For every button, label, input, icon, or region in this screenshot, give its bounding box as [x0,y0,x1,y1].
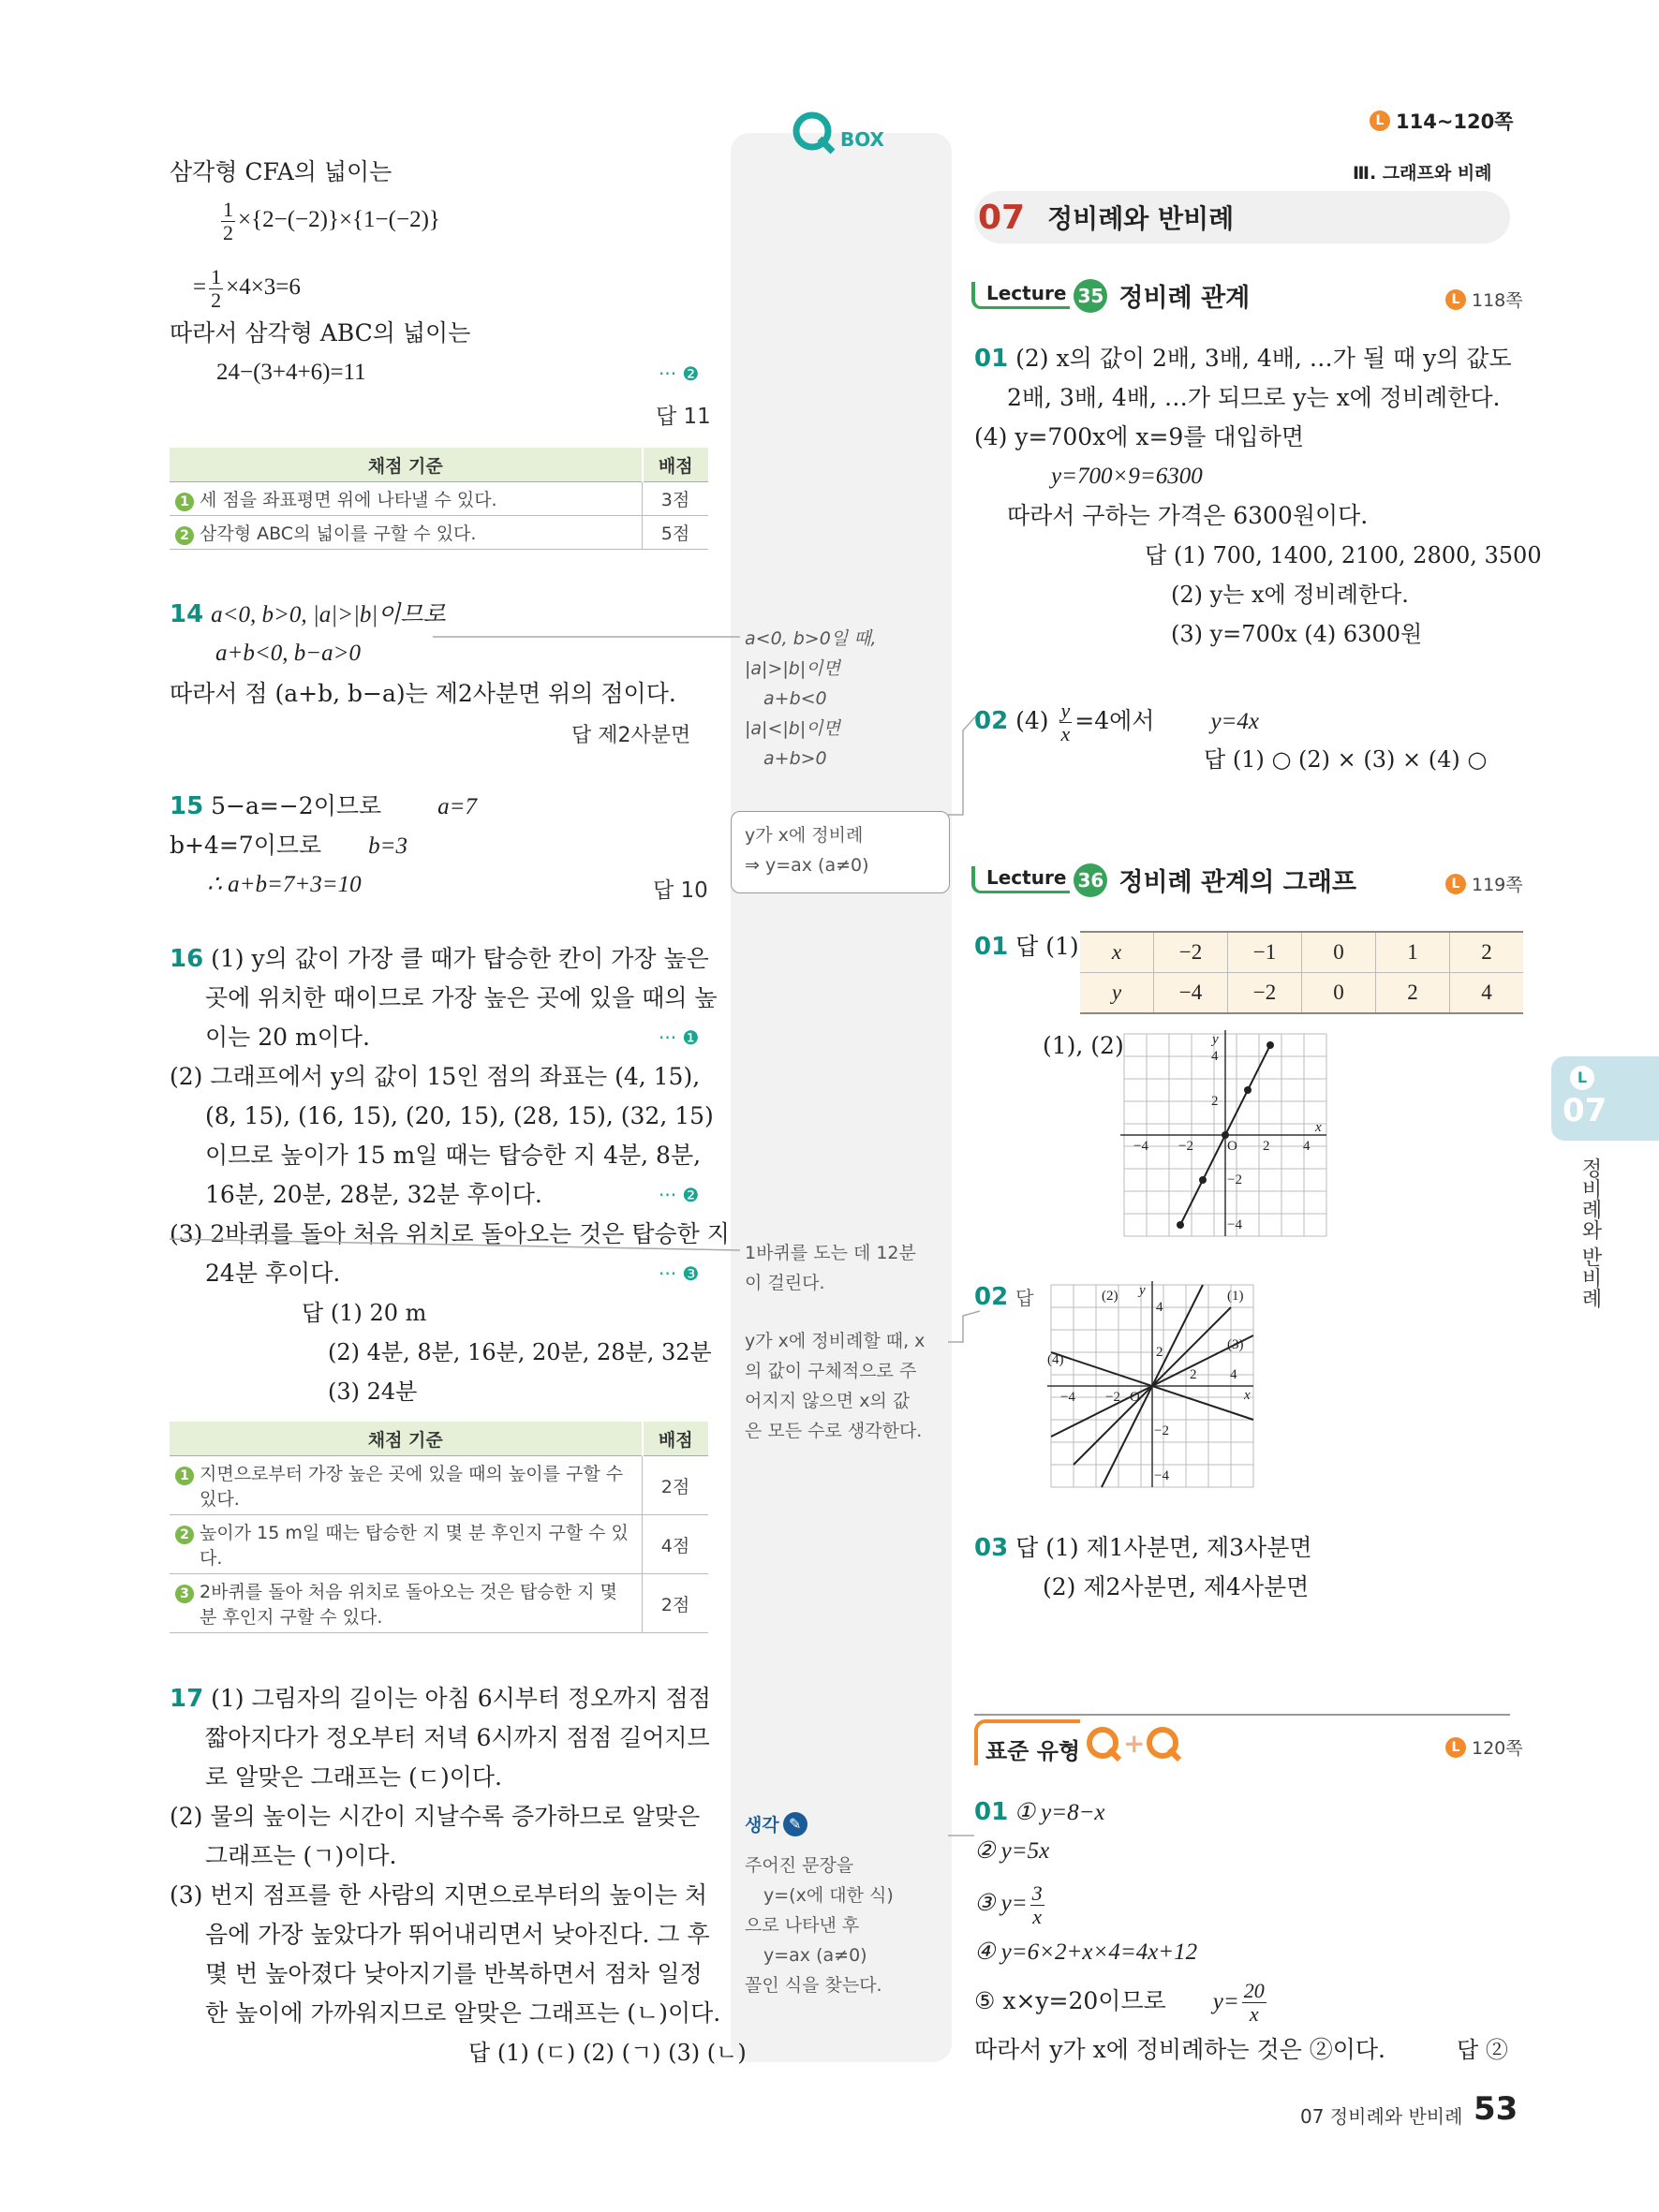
graph-y-equals-2x [1120,1030,1330,1240]
section-divider [974,1714,1510,1716]
table-row: 1 지면으로부터 가장 높은 곳에 있을 때의 높이를 구할 수 있다. 2점 [170,1456,708,1515]
p16-line7: 16분, 20분, 28분, 32분 후이다. [205,1181,542,1208]
p17-line7: 음에 가장 높았다가 뛰어내리면서 낮아진다. 그 후 [205,1921,710,1948]
svg-text:(2): (2) [1102,1289,1118,1304]
lecture-35-header: Lecture 35 정비례 관계 [971,277,1250,314]
table-row: 2 높이가 15 m일 때는 탑승한 지 몇 분 후인지 구할 수 있 다. 4점 [170,1515,708,1574]
answer: 답 10 [653,878,708,903]
table-header: 채점 기준 [170,1422,643,1456]
svg-text:−4: −4 [1227,1217,1242,1232]
step-mark: ··· ❷ [659,362,700,385]
table-row: 3 2바퀴를 돌아 처음 위치로 돌아오는 것은 탑승한 지 몇 분 후인지 구할 수 있다. 2점 [170,1574,708,1633]
lecture-badge-icon: L [1370,111,1390,131]
unit-label: Ⅲ. 그래프와 비례 [1353,163,1492,184]
svg-text:y: y [1212,1032,1219,1047]
table-header: 채점 기준 [170,448,643,482]
side-note-1: a<0, b>0일 때, |a|>|b|이면 a+b<0 |a|<|b|이면 a+b>0 [745,628,877,769]
p16-line9: 24분 후이다. [205,1260,341,1287]
r01-answer3: (3) y=700x (4) 6300원 [1171,621,1423,647]
step-mark: ··· ❷ [659,1184,700,1206]
p17-line9: 한 높이에 가까워지므로 알맞은 그래프는 (ㄴ)이다. [205,1999,721,2027]
r36-01-label: 01 답 (1) [974,933,1079,961]
s01-choice5: ⑤ x×y=20이므로 y= $\frac{20}{x}$ [974,1979,1265,2026]
p17-line2: 짧아지다가 정오부터 저녁 6시까지 점점 길어지므 [205,1724,710,1751]
p17-line3: 로 알맞은 그래프는 (ㄷ)이다. [205,1763,502,1791]
answer: 답 (1) (ㄷ) (2) (ㄱ) (3) (ㄴ) [468,2040,747,2066]
answer: 답 11 [656,405,711,429]
r01-answer2: (2) y는 x에 정비례한다. [1171,582,1409,608]
side-note-4: y가 x에 정비례할 때, x 의 값이 구체적으로 주 어지지 않으면 x의 값 은 모든 수로 생각한다. [745,1331,926,1441]
svg-text:−4: −4 [1060,1390,1075,1405]
value-table [1080,931,1523,1014]
svg-text:(4): (4) [1047,1352,1064,1367]
p16-line2: 곳에 위치한 때이므로 가장 높은 곳에 있을 때의 높 [205,984,718,1011]
lecture-badge-icon: L [1445,874,1466,894]
p13-line5: 24−(3+4+6)=11 [216,360,366,385]
svg-text:4: 4 [1303,1139,1311,1154]
standard-type-header: 표준 유형 + [974,1719,1187,1765]
r02-line1: 02 (4) $\frac{y}{x}$ =4에서 y=4x [974,699,1259,745]
q-plus-q-icon [1084,1722,1187,1763]
p13-line1: 삼각형 CFA의 넓이는 [170,158,393,185]
svg-text:2: 2 [1190,1367,1197,1382]
svg-text:(3): (3) [1227,1337,1244,1352]
p16-answer2: (2) 4분, 8분, 16분, 20분, 28분, 32분 [328,1339,712,1365]
svg-text:−4: −4 [1133,1139,1148,1154]
lecture-page: L 120쪽 [1445,1734,1523,1760]
p14-line2: a+b<0, b−a>0 [215,641,361,666]
svg-text:(1): (1) [1227,1289,1244,1304]
page-number: 53 [1474,2090,1518,2128]
r36-03-line2: (2) 제2사분면, 제4사분면 [1043,1573,1310,1600]
r36-02-label: 02 답 [974,1283,1034,1311]
svg-text:O: O [1130,1390,1140,1405]
svg-text:+: + [1123,1727,1146,1759]
svg-text:4: 4 [1211,1049,1219,1064]
svg-text:4: 4 [1156,1300,1163,1315]
step-mark: ··· ❸ [659,1262,700,1285]
lecture-page: L 119쪽 [1445,871,1523,896]
table-header: 배점 [643,1422,709,1456]
p16-answer1: 답 (1) 20 m [302,1300,427,1326]
side-note-3: 1바퀴를 도는 데 12분 이 걸린다. [745,1243,916,1293]
svg-text:−2: −2 [1105,1390,1120,1405]
r01-answer1: 답 (1) 700, 1400, 2100, 2800, 3500 [1145,542,1542,568]
bulb-icon: ✎ [783,1812,807,1836]
side-note-2: y가 x에 정비례 ⇒ y=ax (a≠0) [745,825,869,876]
p13-line3: = $\frac{1}{2}$ ×4×3=6 [193,265,301,312]
p16-line4: (2) 그래프에서 y의 값이 15인 점의 좌표는 (4, 15), [170,1063,701,1090]
p17-line1: 17 (1) 그림자의 길이는 아침 6시부터 정오까지 점점 [170,1685,711,1713]
r01-line2: 2배, 3배, 4배, …가 되므로 y는 x에 정비례한다. [1007,384,1501,411]
s01-choice3: ③ y= $\frac{3}{x}$ [974,1880,1043,1928]
p16-line1: 16 (1) y의 값이 가장 클 때가 탑승한 칸이 가장 높은 [170,945,709,973]
s01-conclusion: 따라서 y가 x에 정비례하는 것은 ②이다. [974,2036,1386,2063]
r02-answer: 답 (1) ○ (2) × (3) × (4) ○ [1204,746,1488,773]
answer: 답 제2사분면 [571,724,691,747]
p14-line3: 따라서 점 (a+b, b−a)는 제2사분면 위의 점이다. [170,680,676,707]
table-row: 1 세 점을 좌표평면 위에 나타낼 수 있다. 3점 [170,482,708,516]
r01-line4: y=700×9=6300 [1051,464,1203,489]
p16-line5: (8, 15), (16, 15), (20, 15), (28, 15), (32, 15) [205,1102,714,1129]
lecture-page: L 118쪽 [1445,287,1523,312]
p15-line1: 15 5−a=−2이므로 a=7 [170,792,478,820]
svg-text:−2: −2 [1178,1139,1193,1154]
lecture-badge-icon: L [1570,1066,1594,1090]
table-header: 배점 [643,448,709,482]
s01-choice4: ④ y=6×2+x×4=4x+12 [974,1939,1198,1965]
p16-line3: 이는 20 m이다. [205,1024,370,1051]
table-row: x −2 −1 0 1 2 [1080,932,1523,973]
graph-four-lines [1047,1281,1257,1491]
lecture-badge-icon: L [1445,289,1466,310]
svg-text:2: 2 [1211,1094,1219,1109]
svg-text:O: O [1227,1139,1237,1154]
table-row: y −4 −2 0 2 4 [1080,973,1523,1014]
footer-chapter: 07 정비례와 반비례 [1300,2105,1463,2128]
svg-text:y: y [1139,1283,1146,1298]
step-mark: ··· ❶ [659,1026,700,1049]
lecture-36-header: Lecture 36 정비례 관계의 그래프 [971,862,1356,898]
p15-line3: ∴ a+b=7+3=10 [207,872,362,897]
p14-line1: 14 a<0, b>0, |a|>|b|이므로 [170,600,446,628]
s01-choice2: ② y=5x [974,1838,1050,1864]
p13-line2: $\frac{1}{2}$ ×{2−(−2)}×{1−(−2)} [223,198,440,244]
r36-03-line1: 03 답 (1) 제1사분면, 제3사분면 [974,1534,1312,1562]
p16-line8: (3) 2바퀴를 돌아 처음 위치로 돌아오는 것은 탑승한 지 [170,1220,730,1247]
page-range: L 114~120쪽 [1370,107,1514,135]
r01-line1: 01 (2) x의 값이 2배, 3배, 4배, …가 될 때 y의 값도 [974,345,1512,373]
p17-line4: (2) 물의 높이는 시간이 지날수록 증가하므로 알맞은 [170,1803,701,1830]
svg-text:2: 2 [1156,1345,1163,1360]
p15-line2: b+4=7이므로 b=3 [170,832,408,859]
svg-text:4: 4 [1230,1367,1237,1382]
p17-line8: 몇 번 높아졌다 낮아지기를 반복하면서 점차 일정 [205,1960,703,1987]
svg-text:−4: −4 [1154,1468,1169,1483]
svg-text:2: 2 [1263,1139,1270,1154]
side-note-5: 주어진 문장을 y=(x에 대한 식) 으로 나타낸 후 y=ax (a≠0) 꼴인 식을 찾는다. [745,1855,894,1996]
table-row: 2 삼각형 ABC의 넓이를 구할 수 있다. 5점 [170,516,708,550]
svg-text:x: x [1315,1120,1322,1135]
r01-line5: 따라서 구하는 가격은 6300원이다. [1007,502,1369,529]
r01-line3: (4) y=700x에 x=9를 대입하면 [974,423,1304,450]
p13-line4: 따라서 삼각형 ABC의 넓이는 [170,319,471,347]
graph1-label: (1), (2) [1043,1032,1124,1059]
qbox-label: BOX [840,128,884,151]
svg-text:−2: −2 [1154,1423,1169,1438]
chapter-side-tab: L 07 [1551,1056,1659,1141]
svg-text:x: x [1244,1388,1251,1403]
side-tab-text: 정비례와 반비례 [1578,1158,1602,1308]
answer: 답 ② [1457,2037,1508,2063]
lecture-badge-icon: L [1445,1737,1466,1758]
chapter-number: 07 [978,198,1026,237]
svg-text:−2: −2 [1227,1172,1242,1187]
chapter-title: 정비례와 반비례 [1047,203,1235,234]
s01-choice1: 01 ① y=8−x [974,1798,1105,1826]
p16-line6: 이므로 높이가 15 m일 때는 탑승한 지 4분, 8분, [205,1142,702,1169]
p17-line5: 그래프는 (ㄱ)이다. [205,1842,397,1869]
think-label: 생각 ✎ [745,1811,807,1836]
p17-line6: (3) 번지 점프를 한 사람의 지면으로부터의 높이는 처 [170,1881,708,1909]
p16-answer3: (3) 24분 [328,1379,418,1405]
